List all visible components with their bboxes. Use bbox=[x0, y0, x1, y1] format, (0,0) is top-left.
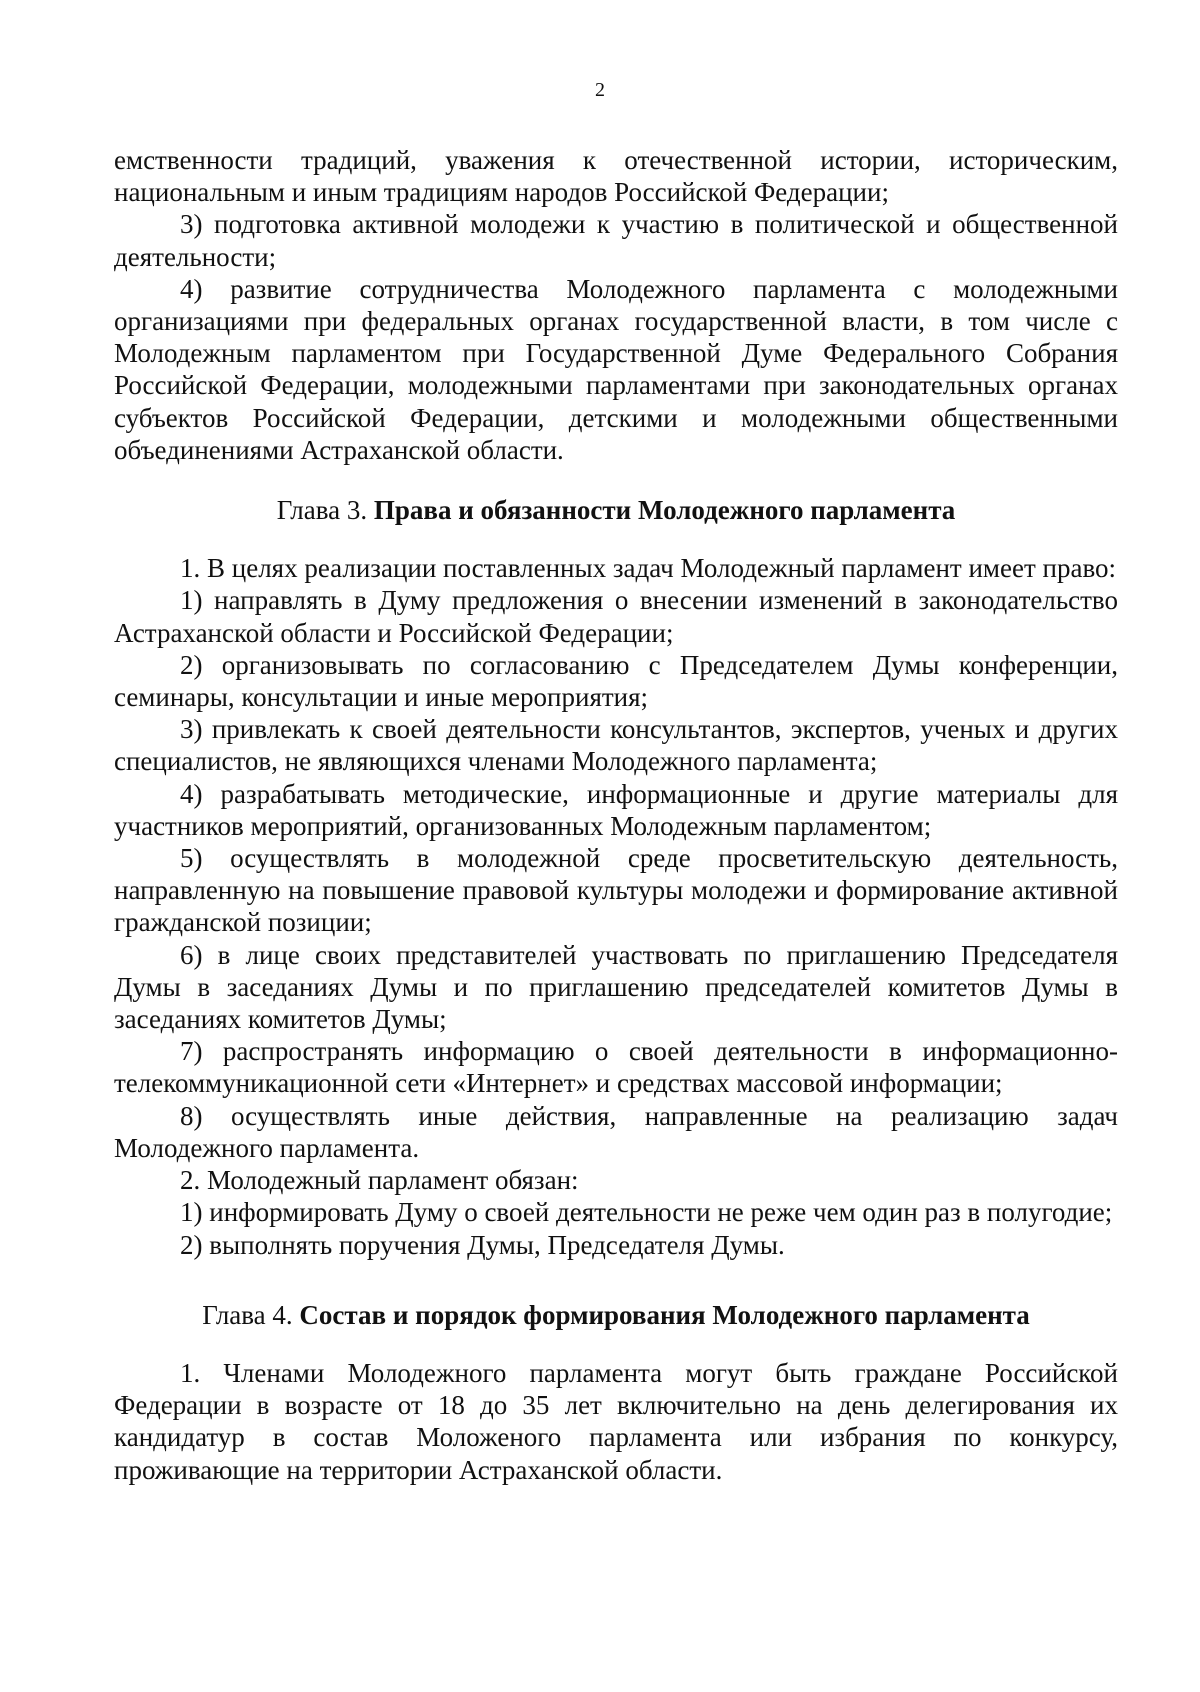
duty-item-1: 1) информировать Думу о своей деятельности не реже чем один раз в полугодие; bbox=[180, 1197, 1113, 1228]
document-body bbox=[114, 144, 1118, 1486]
task-item-3: 3) подготовка активной молодежи к участию в политической и общественной деятельности; bbox=[114, 209, 1118, 272]
rights-intro: 1. В целях реализации поставленных задач Молодежный парламент имеет право: bbox=[180, 553, 1117, 584]
right-item-2: 2) организовывать по согласованию с Председателем Думы конференции, семинары, консультации и иные мероприятия; bbox=[114, 649, 1118, 713]
task-item-4: 4) развитие сотрудничества Молодежного парламента с молодежными организациями при федеральных органах государственной власти, в том числе с Молодежным парламентом при Государственной Думе Федерального Собрания Российской Федерации, молодежными парламентами при законодательных органах субъектов Российской Федерации, детскими и молодежными общественными объединениями Астраханской области. bbox=[114, 273, 1118, 465]
membership-paragraph: 1. Членами Молодежного парламента могут быть граждане Российской Федерации в возрасте от 18 до 35 лет включительно на день делегирования их кандидатур в состав Моложеного парламента или избрания по конкурсу, проживающие на территории Астраханской области. bbox=[114, 1357, 1118, 1485]
page-number: 2 bbox=[595, 79, 605, 101]
chapter-3-title: Права и обязанности Молодежного парламента bbox=[373, 495, 956, 526]
chapter-3-heading bbox=[114, 494, 1118, 526]
chapter-4-title: Состав и порядок формирования Молодежного парламента bbox=[299, 1299, 1030, 1330]
right-item-3: 3) привлекать к своей деятельности консультантов, экспертов, ученых и других специалистов, не являющихся членами Молодежного парламента; bbox=[114, 714, 1118, 777]
right-item-7: 7) распространять информацию о своей деятельности в информационно-телекоммуникационной сети «Интернет» и средствах массовой информации; bbox=[114, 1036, 1118, 1099]
chapter-4-prefix: Глава 4. bbox=[202, 1299, 300, 1330]
duties-intro: 2. Молодежный парламент обязан: bbox=[180, 1165, 579, 1196]
paragraph-continuation: емственности традиций, уважения к отечественной истории, историческим, национальным и иным традициям народов Российской Федерации; bbox=[114, 145, 1118, 208]
right-item-1: 1) направлять в Думу предложения о внесении изменений в законодательство Астраханской области и Российской Федерации; bbox=[114, 585, 1118, 648]
chapter-4-heading bbox=[114, 1299, 1118, 1331]
right-item-5: 5) осуществлять в молодежной среде просветительскую деятельность, направленную на повышение правовой культуры молодежи и формирование активной гражданской позиции; bbox=[114, 843, 1118, 938]
right-item-6: 6) в лице своих представителей участвовать по приглашению Председателя Думы в заседаниях Думы и по приглашению председателей комитетов Думы в заседаниях комитетов Думы; bbox=[114, 939, 1118, 1035]
right-item-8: 8) осуществлять иные действия, направленные на реализацию задач Молодежного парламента. bbox=[114, 1100, 1118, 1163]
duty-item-2: 2) выполнять поручения Думы, Председателя Думы. bbox=[180, 1229, 785, 1260]
right-item-4: 4) разрабатывать методические, информационные и другие материалы для участников мероприятий, организованных Молодежным парламентом; bbox=[114, 778, 1118, 841]
chapter-3-prefix: Глава 3. bbox=[276, 495, 374, 526]
